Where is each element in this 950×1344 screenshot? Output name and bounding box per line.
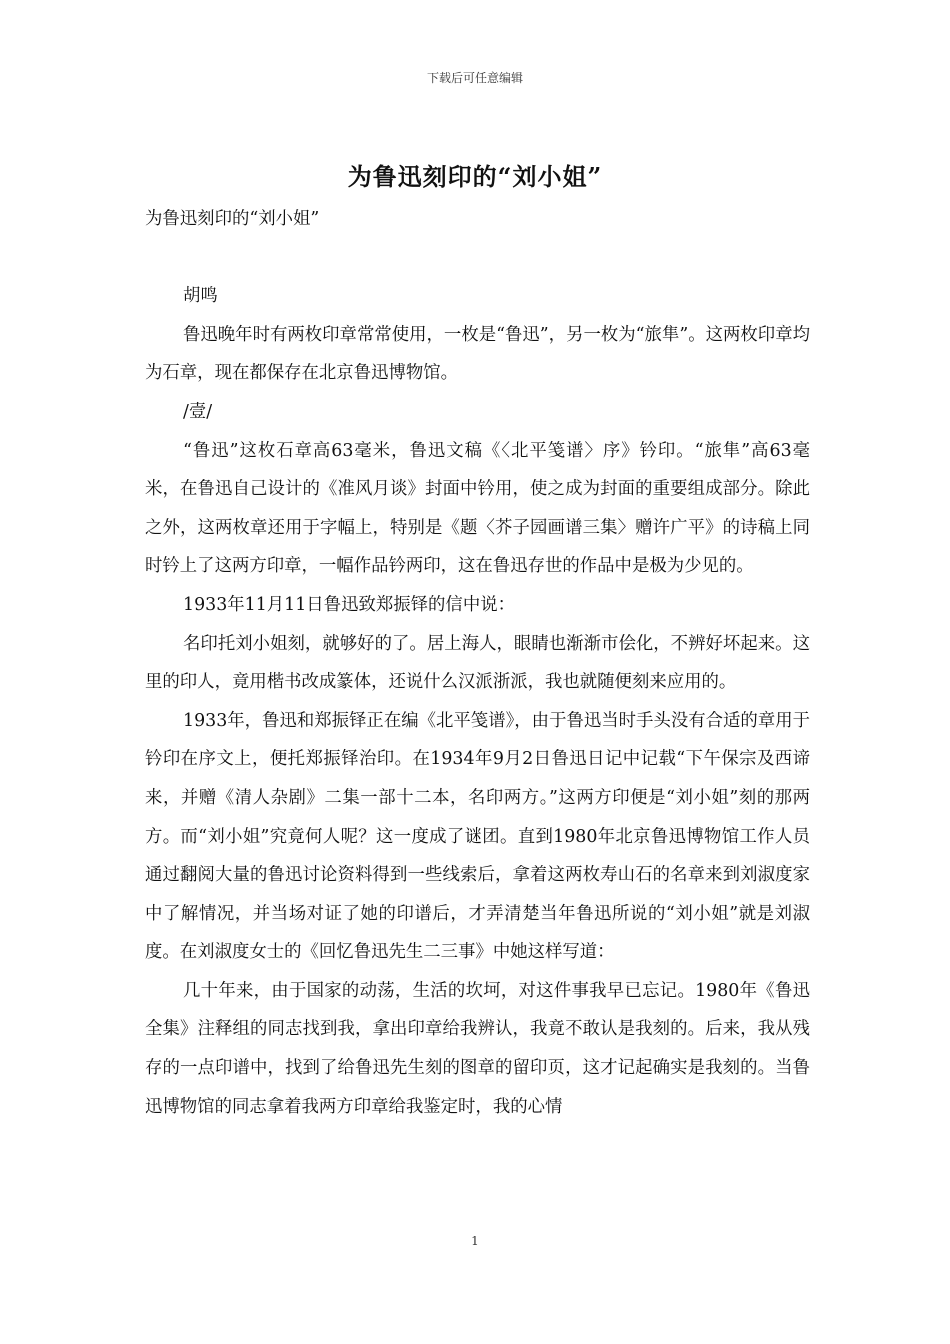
quote-paragraph: 几十年来，由于国家的动荡，生活的坎坷，对这件事我早已忘记。1980年《鲁迅全集》注释组的同志找到我，拿出印章给我辨认，我竟不敢认是我刻的。后来，我从残存的一点印谱中，找到了给鲁迅先生刻的图章的留印页，这才记起确实是我刻的。当鲁迅博物馆的同志拿着我两方印章给我鉴定时，我的心情 (145, 980, 810, 1117)
page-number: 1 (471, 1234, 479, 1248)
author-line: 胡鸣 (183, 286, 218, 307)
page-header: 下载后可任意编辑 (426, 71, 523, 85)
subtitle: 为鲁迅刻印的“刘小姐” (145, 209, 320, 229)
quote-paragraph: 名印托刘小姐刻，就够好的了。居上海人，眼睛也渐渐市侩化，不辨好坏起来。这里的印人，竟用楷书改成篆体，还说什么汉派浙派，我也就随便刻来应用的。 (145, 633, 810, 693)
paragraph: “鲁迅”这枚石章高63毫米，鲁迅文稿《〈北平笺谱〉序》钤印。“旅隼”高63毫米，在鲁迅自己设计的《准风月谈》封面中钤用，使之成为封面的重要组成部分。除此之外，这两枚章还用于字幅上，特别是《题〈芥子园画谱三集〉赠许广平》的诗稿上同时钤上了这两方印章，一幅作品钤两印，这在鲁迅存世的作品中是极为少见的。 (145, 440, 810, 577)
paragraph: 1933年，鲁迅和郑振铎正在编《北平笺谱》，由于鲁迅当时手头没有合适的章用于钤印在序文上，便托郑振铎治印。在1934年9月2日鲁迅日记中记载“下午保宗及西谛来，并赠《清人杂剧》二集一部十二本，名印两方。”这两方印便是“刘小姐”刻的那两方。而“刘小姐”究竟何人呢？这一度成了谜团。直到1980年北京鲁迅博物馆工作人员通过翻阅大量的鲁迅讨论资料得到一些线索后，拿着这两枚寿山石的名章来到刘淑度家中了解情况，并当场对证了她的印谱后，才弄清楚当年鲁迅所说的“刘小姐”就是刘淑度。在刘淑度女士的《回忆鲁迅先生二三事》中她这样写道： (145, 710, 810, 963)
paragraph: 1933年11月11日鲁迅致郑振铎的信中说： (183, 594, 515, 615)
document-title: 为鲁迅刻印的“刘小姐” (347, 162, 603, 191)
blank-line (145, 239, 810, 278)
paragraph: 鲁迅晚年时有两枚印章常常使用，一枚是“鲁迅”，另一枚为“旅隼”。这两枚印章均为石章，现在都保存在北京鲁迅博物馆。 (145, 324, 810, 384)
document-body (145, 200, 810, 1126)
section-marker: /壹/ (183, 401, 213, 422)
